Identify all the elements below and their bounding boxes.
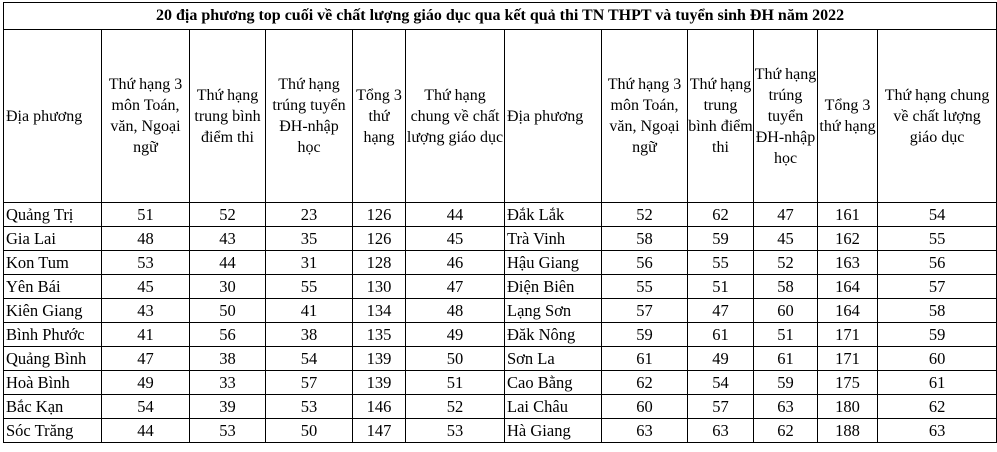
cell-rank-avg-score-right: 63 xyxy=(688,419,754,443)
cell-province: Bình Phước xyxy=(4,323,102,347)
cell-rank-admission-right: 60 xyxy=(754,299,818,323)
cell-rank-admission-right: 51 xyxy=(754,323,818,347)
cell-rank-3-subjects-right: 61 xyxy=(602,347,688,371)
cell-rank-admission: 50 xyxy=(266,419,353,443)
table-row xyxy=(4,299,997,323)
cell-total-ranks: 128 xyxy=(353,251,406,275)
cell-overall-rank: 52 xyxy=(406,395,505,419)
cell-rank-avg-score-right: 57 xyxy=(688,395,754,419)
cell-rank-admission-right: 52 xyxy=(754,251,818,275)
cell-province: Quảng Trị xyxy=(4,203,102,227)
cell-overall-rank: 44 xyxy=(406,203,505,227)
cell-rank-avg-score: 53 xyxy=(190,419,266,443)
cell-rank-3-subjects: 49 xyxy=(102,371,190,395)
cell-overall-rank: 50 xyxy=(406,347,505,371)
cell-overall-rank-right: 58 xyxy=(878,299,997,323)
cell-total-ranks: 130 xyxy=(353,275,406,299)
cell-rank-avg-score: 56 xyxy=(190,323,266,347)
cell-rank-avg-score: 30 xyxy=(190,275,266,299)
cell-province-right: Sơn La xyxy=(505,347,602,371)
header-rank-avg-score-right: Thứ hạng trung bình điểm thi xyxy=(688,30,754,203)
cell-total-ranks-right: 175 xyxy=(818,371,878,395)
cell-province: Bắc Kạn xyxy=(4,395,102,419)
cell-province: Kiên Giang xyxy=(4,299,102,323)
cell-rank-admission-right: 61 xyxy=(754,347,818,371)
cell-rank-avg-score: 43 xyxy=(190,227,266,251)
cell-rank-3-subjects: 54 xyxy=(102,395,190,419)
cell-rank-admission-right: 63 xyxy=(754,395,818,419)
cell-rank-3-subjects: 45 xyxy=(102,275,190,299)
header-total-ranks-right: Tổng 3 thứ hạng xyxy=(818,30,878,203)
table-row xyxy=(4,323,997,347)
cell-province-right: Hậu Giang xyxy=(505,251,602,275)
cell-province-right: Lai Châu xyxy=(505,395,602,419)
cell-rank-avg-score: 50 xyxy=(190,299,266,323)
cell-total-ranks: 139 xyxy=(353,371,406,395)
cell-rank-avg-score-right: 62 xyxy=(688,203,754,227)
cell-rank-admission-right: 62 xyxy=(754,419,818,443)
cell-overall-rank-right: 54 xyxy=(878,203,997,227)
cell-rank-admission-right: 45 xyxy=(754,227,818,251)
header-row xyxy=(4,30,997,203)
table-body xyxy=(4,203,997,443)
cell-rank-avg-score-right: 47 xyxy=(688,299,754,323)
cell-rank-avg-score-right: 61 xyxy=(688,323,754,347)
cell-overall-rank: 53 xyxy=(406,419,505,443)
cell-overall-rank-right: 60 xyxy=(878,347,997,371)
cell-rank-avg-score: 39 xyxy=(190,395,266,419)
cell-rank-avg-score: 38 xyxy=(190,347,266,371)
header-rank-3-subjects: Thứ hạng 3 môn Toán, văn, Ngoại ngữ xyxy=(102,30,190,203)
cell-rank-3-subjects: 41 xyxy=(102,323,190,347)
cell-rank-3-subjects-right: 59 xyxy=(602,323,688,347)
table-row xyxy=(4,275,997,299)
cell-rank-admission: 53 xyxy=(266,395,353,419)
header-province: Địa phương xyxy=(4,30,102,203)
header-total-ranks: Tổng 3 thứ hạng xyxy=(353,30,406,203)
cell-province: Sóc Trăng xyxy=(4,419,102,443)
cell-province: Hoà Bình xyxy=(4,371,102,395)
table-row xyxy=(4,371,997,395)
cell-total-ranks-right: 180 xyxy=(818,395,878,419)
cell-rank-3-subjects-right: 52 xyxy=(602,203,688,227)
cell-total-ranks: 126 xyxy=(353,227,406,251)
cell-rank-3-subjects-right: 55 xyxy=(602,275,688,299)
cell-rank-admission: 41 xyxy=(266,299,353,323)
header-rank-admission-right: Thứ hạng trúng tuyển ĐH-nhập học xyxy=(754,30,818,203)
cell-overall-rank-right: 57 xyxy=(878,275,997,299)
cell-rank-avg-score: 44 xyxy=(190,251,266,275)
cell-overall-rank: 46 xyxy=(406,251,505,275)
cell-rank-3-subjects-right: 58 xyxy=(602,227,688,251)
cell-province: Yên Bái xyxy=(4,275,102,299)
table-row xyxy=(4,203,997,227)
header-overall-rank-right: Thứ hạng chung về chất lượng giáo dục xyxy=(878,30,997,203)
cell-overall-rank: 51 xyxy=(406,371,505,395)
cell-province: Gia Lai xyxy=(4,227,102,251)
cell-total-ranks-right: 164 xyxy=(818,275,878,299)
cell-province: Quảng Bình xyxy=(4,347,102,371)
table-row xyxy=(4,395,997,419)
cell-rank-3-subjects: 48 xyxy=(102,227,190,251)
cell-rank-admission-right: 58 xyxy=(754,275,818,299)
cell-total-ranks-right: 188 xyxy=(818,419,878,443)
cell-rank-admission: 31 xyxy=(266,251,353,275)
cell-rank-avg-score-right: 54 xyxy=(688,371,754,395)
cell-total-ranks-right: 171 xyxy=(818,347,878,371)
cell-rank-3-subjects-right: 63 xyxy=(602,419,688,443)
cell-rank-3-subjects: 53 xyxy=(102,251,190,275)
cell-rank-3-subjects: 51 xyxy=(102,203,190,227)
cell-rank-admission: 57 xyxy=(266,371,353,395)
cell-province-right: Lạng Sơn xyxy=(505,299,602,323)
cell-rank-avg-score: 52 xyxy=(190,203,266,227)
cell-rank-3-subjects: 43 xyxy=(102,299,190,323)
cell-overall-rank-right: 63 xyxy=(878,419,997,443)
cell-total-ranks: 134 xyxy=(353,299,406,323)
cell-overall-rank: 49 xyxy=(406,323,505,347)
cell-province-right: Hà Giang xyxy=(505,419,602,443)
cell-total-ranks: 135 xyxy=(353,323,406,347)
header-rank-avg-score: Thứ hạng trung bình điểm thi xyxy=(190,30,266,203)
cell-total-ranks: 139 xyxy=(353,347,406,371)
cell-rank-admission: 55 xyxy=(266,275,353,299)
table-row xyxy=(4,227,997,251)
cell-rank-3-subjects: 47 xyxy=(102,347,190,371)
cell-total-ranks-right: 163 xyxy=(818,251,878,275)
cell-rank-admission: 54 xyxy=(266,347,353,371)
cell-rank-3-subjects-right: 62 xyxy=(602,371,688,395)
cell-overall-rank: 48 xyxy=(406,299,505,323)
cell-total-ranks: 146 xyxy=(353,395,406,419)
cell-overall-rank-right: 56 xyxy=(878,251,997,275)
cell-overall-rank: 45 xyxy=(406,227,505,251)
cell-overall-rank-right: 61 xyxy=(878,371,997,395)
header-rank-admission: Thứ hạng trúng tuyển ĐH-nhập học xyxy=(266,30,353,203)
cell-overall-rank-right: 62 xyxy=(878,395,997,419)
cell-total-ranks: 147 xyxy=(353,419,406,443)
cell-rank-admission: 23 xyxy=(266,203,353,227)
cell-rank-admission: 35 xyxy=(266,227,353,251)
cell-total-ranks-right: 164 xyxy=(818,299,878,323)
cell-overall-rank-right: 55 xyxy=(878,227,997,251)
table-row xyxy=(4,347,997,371)
table-row xyxy=(4,251,997,275)
cell-overall-rank-right: 59 xyxy=(878,323,997,347)
cell-province-right: Đăk Nông xyxy=(505,323,602,347)
ranking-table xyxy=(3,2,997,443)
cell-province-right: Điện Biên xyxy=(505,275,602,299)
cell-province-right: Đắk Lắk xyxy=(505,203,602,227)
cell-overall-rank: 47 xyxy=(406,275,505,299)
cell-rank-avg-score: 33 xyxy=(190,371,266,395)
cell-total-ranks-right: 161 xyxy=(818,203,878,227)
cell-total-ranks: 126 xyxy=(353,203,406,227)
ranking-table-container xyxy=(3,2,990,443)
cell-rank-3-subjects-right: 56 xyxy=(602,251,688,275)
header-province-right: Địa phương xyxy=(505,30,602,203)
cell-total-ranks-right: 171 xyxy=(818,323,878,347)
cell-rank-admission-right: 47 xyxy=(754,203,818,227)
cell-total-ranks-right: 162 xyxy=(818,227,878,251)
header-rank-3-subjects-right: Thứ hạng 3 môn Toán, văn, Ngoại ngữ xyxy=(602,30,688,203)
header-overall-rank: Thứ hạng chung về chất lượng giáo dục xyxy=(406,30,505,203)
cell-rank-3-subjects-right: 57 xyxy=(602,299,688,323)
cell-province: Kon Tum xyxy=(4,251,102,275)
cell-rank-3-subjects-right: 60 xyxy=(602,395,688,419)
cell-rank-avg-score-right: 59 xyxy=(688,227,754,251)
cell-province-right: Cao Bằng xyxy=(505,371,602,395)
cell-rank-avg-score-right: 49 xyxy=(688,347,754,371)
cell-rank-avg-score-right: 51 xyxy=(688,275,754,299)
cell-rank-admission-right: 59 xyxy=(754,371,818,395)
cell-rank-admission: 38 xyxy=(266,323,353,347)
cell-rank-avg-score-right: 55 xyxy=(688,251,754,275)
cell-province-right: Trà Vinh xyxy=(505,227,602,251)
table-title: 20 địa phương top cuối về chất lượng giáo dục qua kết quả thi TN THPT và tuyển sinh ĐH năm 2022 xyxy=(4,3,997,30)
table-row xyxy=(4,419,997,443)
cell-rank-3-subjects: 44 xyxy=(102,419,190,443)
